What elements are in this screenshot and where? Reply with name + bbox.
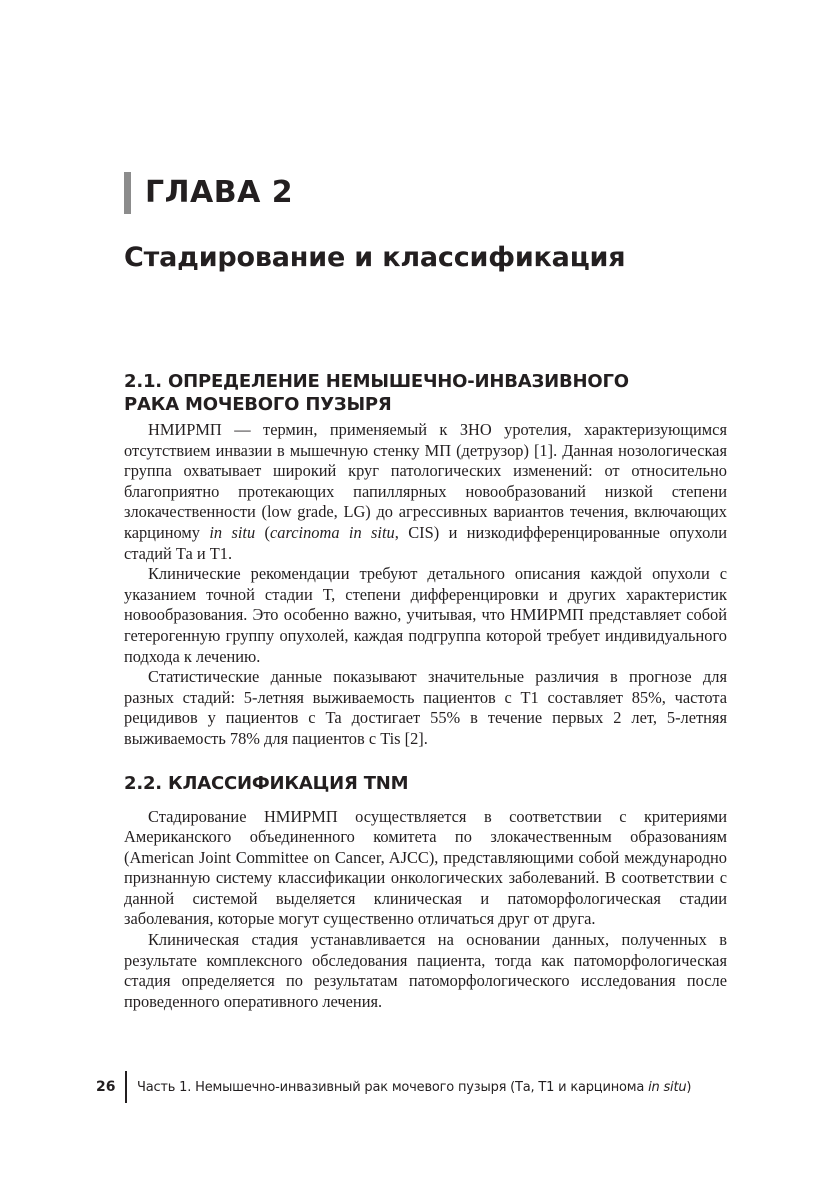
section-heading-line-2: РАКА МОЧЕВОГО ПУЗЫРЯ [124,394,392,415]
chapter-number: ГЛАВА 2 [145,175,294,210]
paragraph-italic-text: carcinoma in situ [270,522,395,542]
running-head-text-end: ) [686,1079,692,1095]
paragraph [124,420,727,564]
paragraph-italic-text: in situ [209,522,256,542]
running-head-italic-text: in situ [648,1079,687,1095]
paragraph-text: ( [255,522,271,542]
section-heading-line-1: 2.1. ОПРЕДЕЛЕНИЕ НЕМЫШЕЧНО-ИНВАЗИВНОГО [124,371,629,392]
paragraph: Клиническая стадия устанавливается на основании данных, полученных в результате комплексного обследования пациента, тогда как патоморфологическая стадия определяется по результатам патоморфологического исследования после проведенного оперативного лечения. [124,930,727,1011]
paragraph-text: , CIS) и низкодифференцированные опухоли стадий Та и Т1. [124,522,727,563]
paragraph-text: НМИРМП — термин, применяемый к ЗНО уротелия, характеризующимся отсутствием инвазии в мышечную стенку МП (детрузор) [1]. Данная нозологическая группа охватывает широкий круг патологических изменений: от относительно благоприятно протекающих папиллярных новообразований низкой степени злокачественности (low grade, LG) до агрессивных вариантов течения, включающих карциному [124,420,727,542]
paragraph: Стадирование НМИРМП осуществляется в соответствии с критериями Американского объединенного комитета по злокачественным образованиям (American Joint Committee on Cancer, AJCC), представляющими собой международно признанную систему классификации онкологических заболеваний. В соответствии с данной системой выделяется клиническая и патоморфологическая стадии заболевания, которые могут существенно отличаться друг от друга. [124,806,727,929]
paragraph: Статистические данные показывают значительные различия в прогнозе для разных стадий: 5-летняя выживаемость пациентов с T1 составляет 85%, частота рецидивов у пациентов с Ta достигает 55% в течение первых 2 лет, 5-летняя выживаемость 78% для пациентов с Tis [2]. [124,667,727,748]
footer-divider [125,1071,127,1103]
page-footer [96,1070,691,1104]
chapter-marker-bar [124,172,131,214]
section-heading-2-1 [124,370,727,416]
page-content [124,370,727,1012]
chapter-title: Стадирование и классификация [124,242,626,273]
running-head-text: Часть 1. Немышечно-инвазивный рак мочевого пузыря (Та, Т1 и карцинома [136,1079,649,1095]
running-head [137,1080,691,1095]
chapter-label [124,172,293,214]
page-number: 26 [96,1079,116,1095]
paragraph: Клинические рекомендации требуют детального описания каждой опухоли с указанием точной стадии Т, степени дифференцировки и других характеристик новообразования. Это особенно важно, учитывая, что НМИРМП представляет собой гетерогенную группу опухолей, каждая подгруппа которой требует индивидуального подхода к лечению. [124,564,727,666]
section-heading-2-2: 2.2. КЛАССИФИКАЦИЯ TNM [124,772,409,794]
